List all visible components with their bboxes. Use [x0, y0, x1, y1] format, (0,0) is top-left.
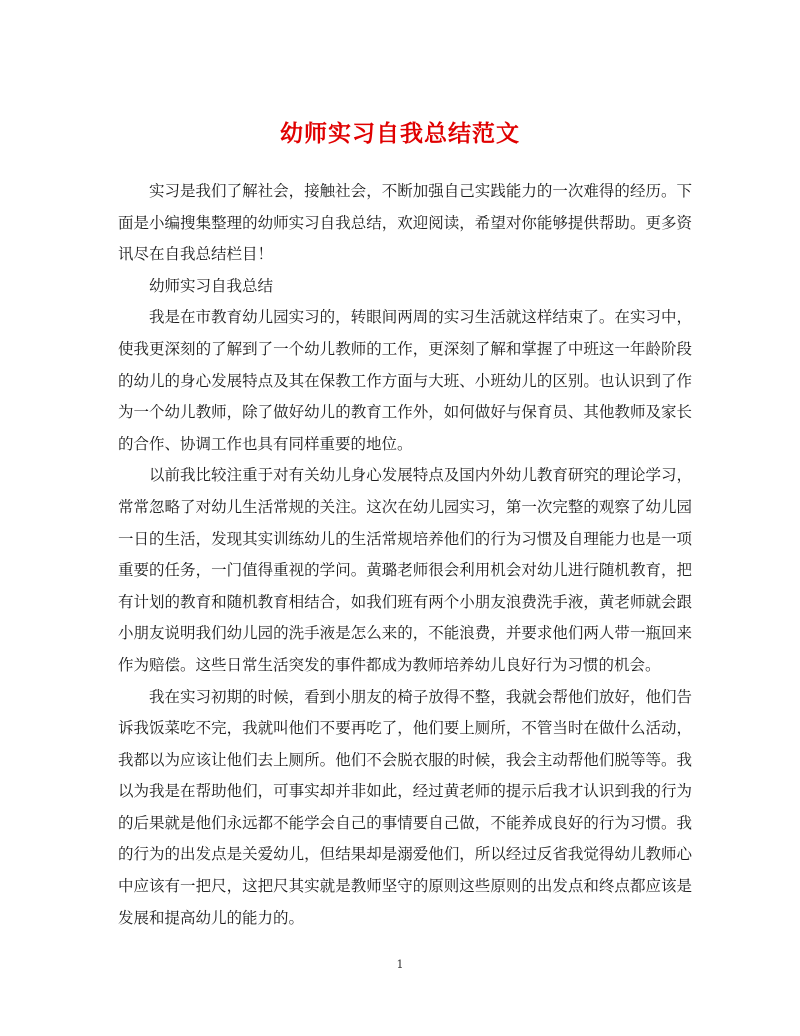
- page-number: 1: [396, 958, 404, 971]
- body-paragraph: 以前我比较注重于对有关幼儿身心发展特点及国内外幼儿教育研究的理论学习，常常忽略了对幼儿生活常规的关注。这次在幼儿园实习，第一次完整的观察了幼儿园一日的生活，发现其实训练幼儿的生活常规培养他们的行为习惯及自理能力也是一项重要的任务，一门值得重视的学问。黄璐老师很会利用机会对幼儿进行随机教育，把有计划的教育和随机教育相结合，如我们班有两个小朋友浪费洗手液，黄老师就会跟小朋友说明我们幼儿园的洗手液是怎么来的，不能浪费，并要求他们两人带一瓶回来作为赔偿。这些日常生活突发的事件都成为教师培养幼儿良好行为习惯的机会。: [118, 466, 692, 674]
- section-heading: 幼师实习自我总结: [149, 276, 274, 295]
- body-paragraph: 我在实习初期的时候，看到小朋友的椅子放得不整，我就会帮他们放好，他们告诉我饭菜吃不完，我就叫他们不要再吃了，他们要上厕所，不管当时在做什么活动，我都以为应该让他们去上厕所。他们不会脱衣服的时候，我会主动帮他们脱等等。我以为我是在帮助他们，可事实却并非如此，经过黄老师的提示后我才认识到我的行为的后果就是他们永远都不能学会自己的事情要自己做，不能养成良好的行为习惯。我的行为的出发点是关爱幼儿，但结果却是溺爱他们，所以经过反省我觉得幼儿教师心中应该有一把尺，这把尺其实就是教师坚守的原则这些原则的出发点和终点都应该是发展和提高幼儿的能力的。: [118, 687, 692, 927]
- intro-paragraph: 实习是我们了解社会，接触社会，不断加强自己实践能力的一次难得的经历。下面是小编搜集整理的幼师实习自我总结，欢迎阅读，希望对你能够提供帮助。更多资讯尽在自我总结栏目！: [118, 182, 692, 264]
- document-title: 幼师实习自我总结范文: [280, 120, 520, 148]
- body-paragraph: 我是在市教育幼儿园实习的，转眼间两周的实习生活就这样结束了。在实习中，使我更深刻的了解到了一个幼儿教师的工作，更深刻了解和掌握了中班这一年龄阶段的幼儿的身心发展特点及其在保教工作方面与大班、小班幼儿的区别。也认识到了作为一个幼儿教师，除了做好幼儿的教育工作外，如何做好与保育员、其他教师及家长的合作、协调工作也具有同样重要的地位。: [118, 308, 692, 453]
- document-body: [118, 176, 692, 934]
